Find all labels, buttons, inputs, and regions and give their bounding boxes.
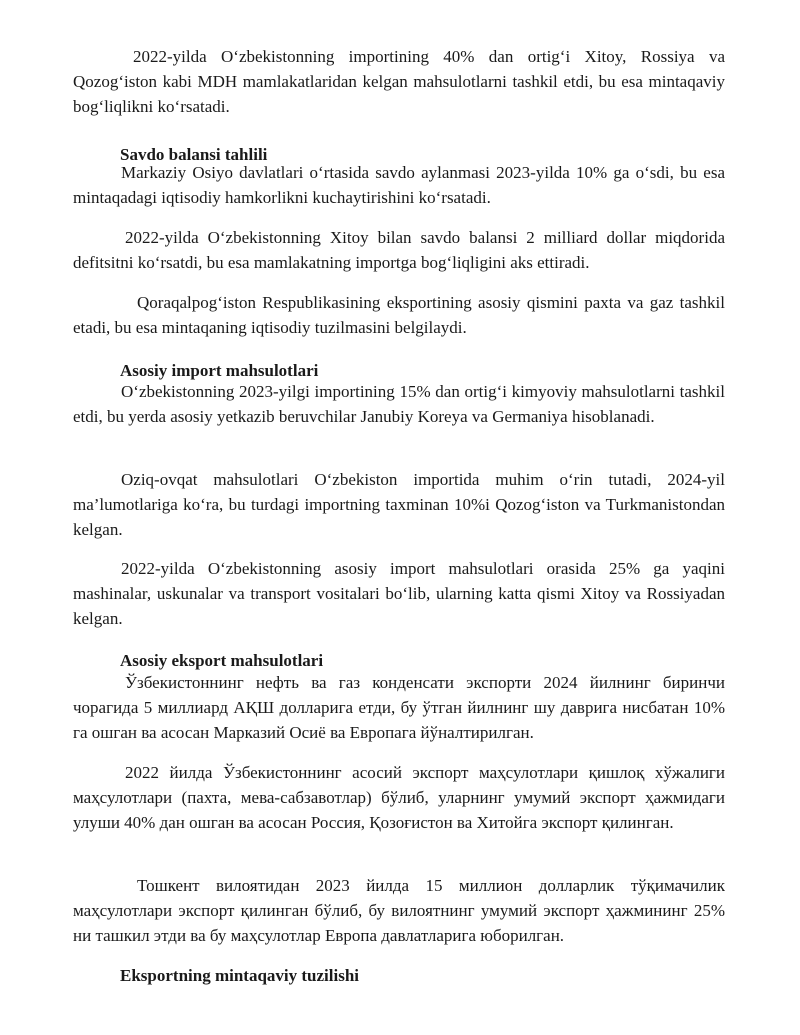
heading-main-imports: Asosiy import mahsulotlari — [120, 361, 319, 380]
paragraph-chemical-imports: O‘zbekistonning 2023-yilgi importining 15% dan ortig‘i kimyoviy mahsulotlarni tashkil etdi, bu yerda asosiy yetkazib beruvchilar Janubiy Koreya va Germaniya hisoblanadi. — [73, 382, 725, 426]
paragraph-import-share-cis: 2022-yilda O‘zbekistonning importining 40% dan ortig‘i Xitoy, Rossiya va Qozog‘iston kabi MDH mamlakatlaridan kelgan mahsulotlarni tashkil etdi, bu esa mintaqaviy bog‘liqlikni ko‘rsatadi. — [73, 47, 725, 116]
heading-main-exports: Asosiy eksport mahsulotlari — [120, 651, 324, 670]
heading-trade-balance: Savdo balansi tahlili — [120, 145, 268, 164]
paragraph-machinery-imports: 2022-yilda O‘zbekistonning asosiy import mahsulotlari orasida 25% ga yaqini mashinalar, uskunalar va transport vositalari bo‘lib, ularning katta qismi Xitoy va Rossiyadan kelgan. — [73, 559, 725, 628]
paragraph-central-asia-trade: Markaziy Osiyo davlatlari o‘rtasida savdo aylanmasi 2023-yilda 10% ga o‘sdi, bu esa mintaqadagi iqtisodiy hamkorlikni kuchaytirishini ko‘rsatadi. — [73, 163, 725, 207]
paragraph-karakalpakstan-exports: Qoraqalpog‘iston Respublikasining eksportining asosiy qismini paxta va gaz tashkil etadi, bu esa mintaqaning iqtisodiy tuzilmasini belgilaydi. — [73, 293, 725, 337]
heading-export-regional-structure: Eksportning mintaqaviy tuzilishi — [120, 966, 360, 985]
paragraph-china-deficit: 2022-yilda O‘zbekistonning Xitoy bilan savdo balansi 2 milliard dollar miqdorida defitsitni ko‘rsatdi, bu esa mamlakatning importga bog‘liqligini aks ettiradi. — [73, 228, 725, 272]
paragraph-agriculture-exports: 2022 йилда Ўзбекистоннинг асосий экспорт маҳсулотлари қишлоқ хўжалиги маҳсулотлари (пахта, мева-сабзавотлар) бўлиб, уларнинг умумий экспорт ҳажмидаги улуши 40% дан ошган ва асосан Россия, Қозоғистон ва Хитойга экспорт қилинган. — [73, 763, 725, 832]
paragraph-food-imports: Oziq-ovqat mahsulotlari O‘zbekiston importida muhim o‘rin tutadi, 2024-yil ma’lumotlariga ko‘ra, bu turdagi importning taxminan 10%i Qozog‘iston va Turkmanistondan kelgan. — [73, 470, 725, 539]
paragraph-oil-gas-exports: Ўзбекистоннинг нефть ва газ конденсати экспорти 2024 йилнинг биринчи чорагида 5 миллиард АҚШ долларига етди, бу ўтган йилнинг шу даврига нисбатан 10% га ошган ва асосан Марказий Осиё ва Европага йўналтирилган. — [73, 673, 725, 742]
paragraph-tashkent-textile-exports: Тошкент вилоятидан 2023 йилда 15 миллион долларлик тўқимачилик маҳсулотлари экспорт қилинган бўлиб, бу вилоятнинг умумий экспорт ҳажмининг 25% ни ташкил этди ва бу маҳсулотлар Европа давлатларига юборилган. — [73, 876, 725, 945]
